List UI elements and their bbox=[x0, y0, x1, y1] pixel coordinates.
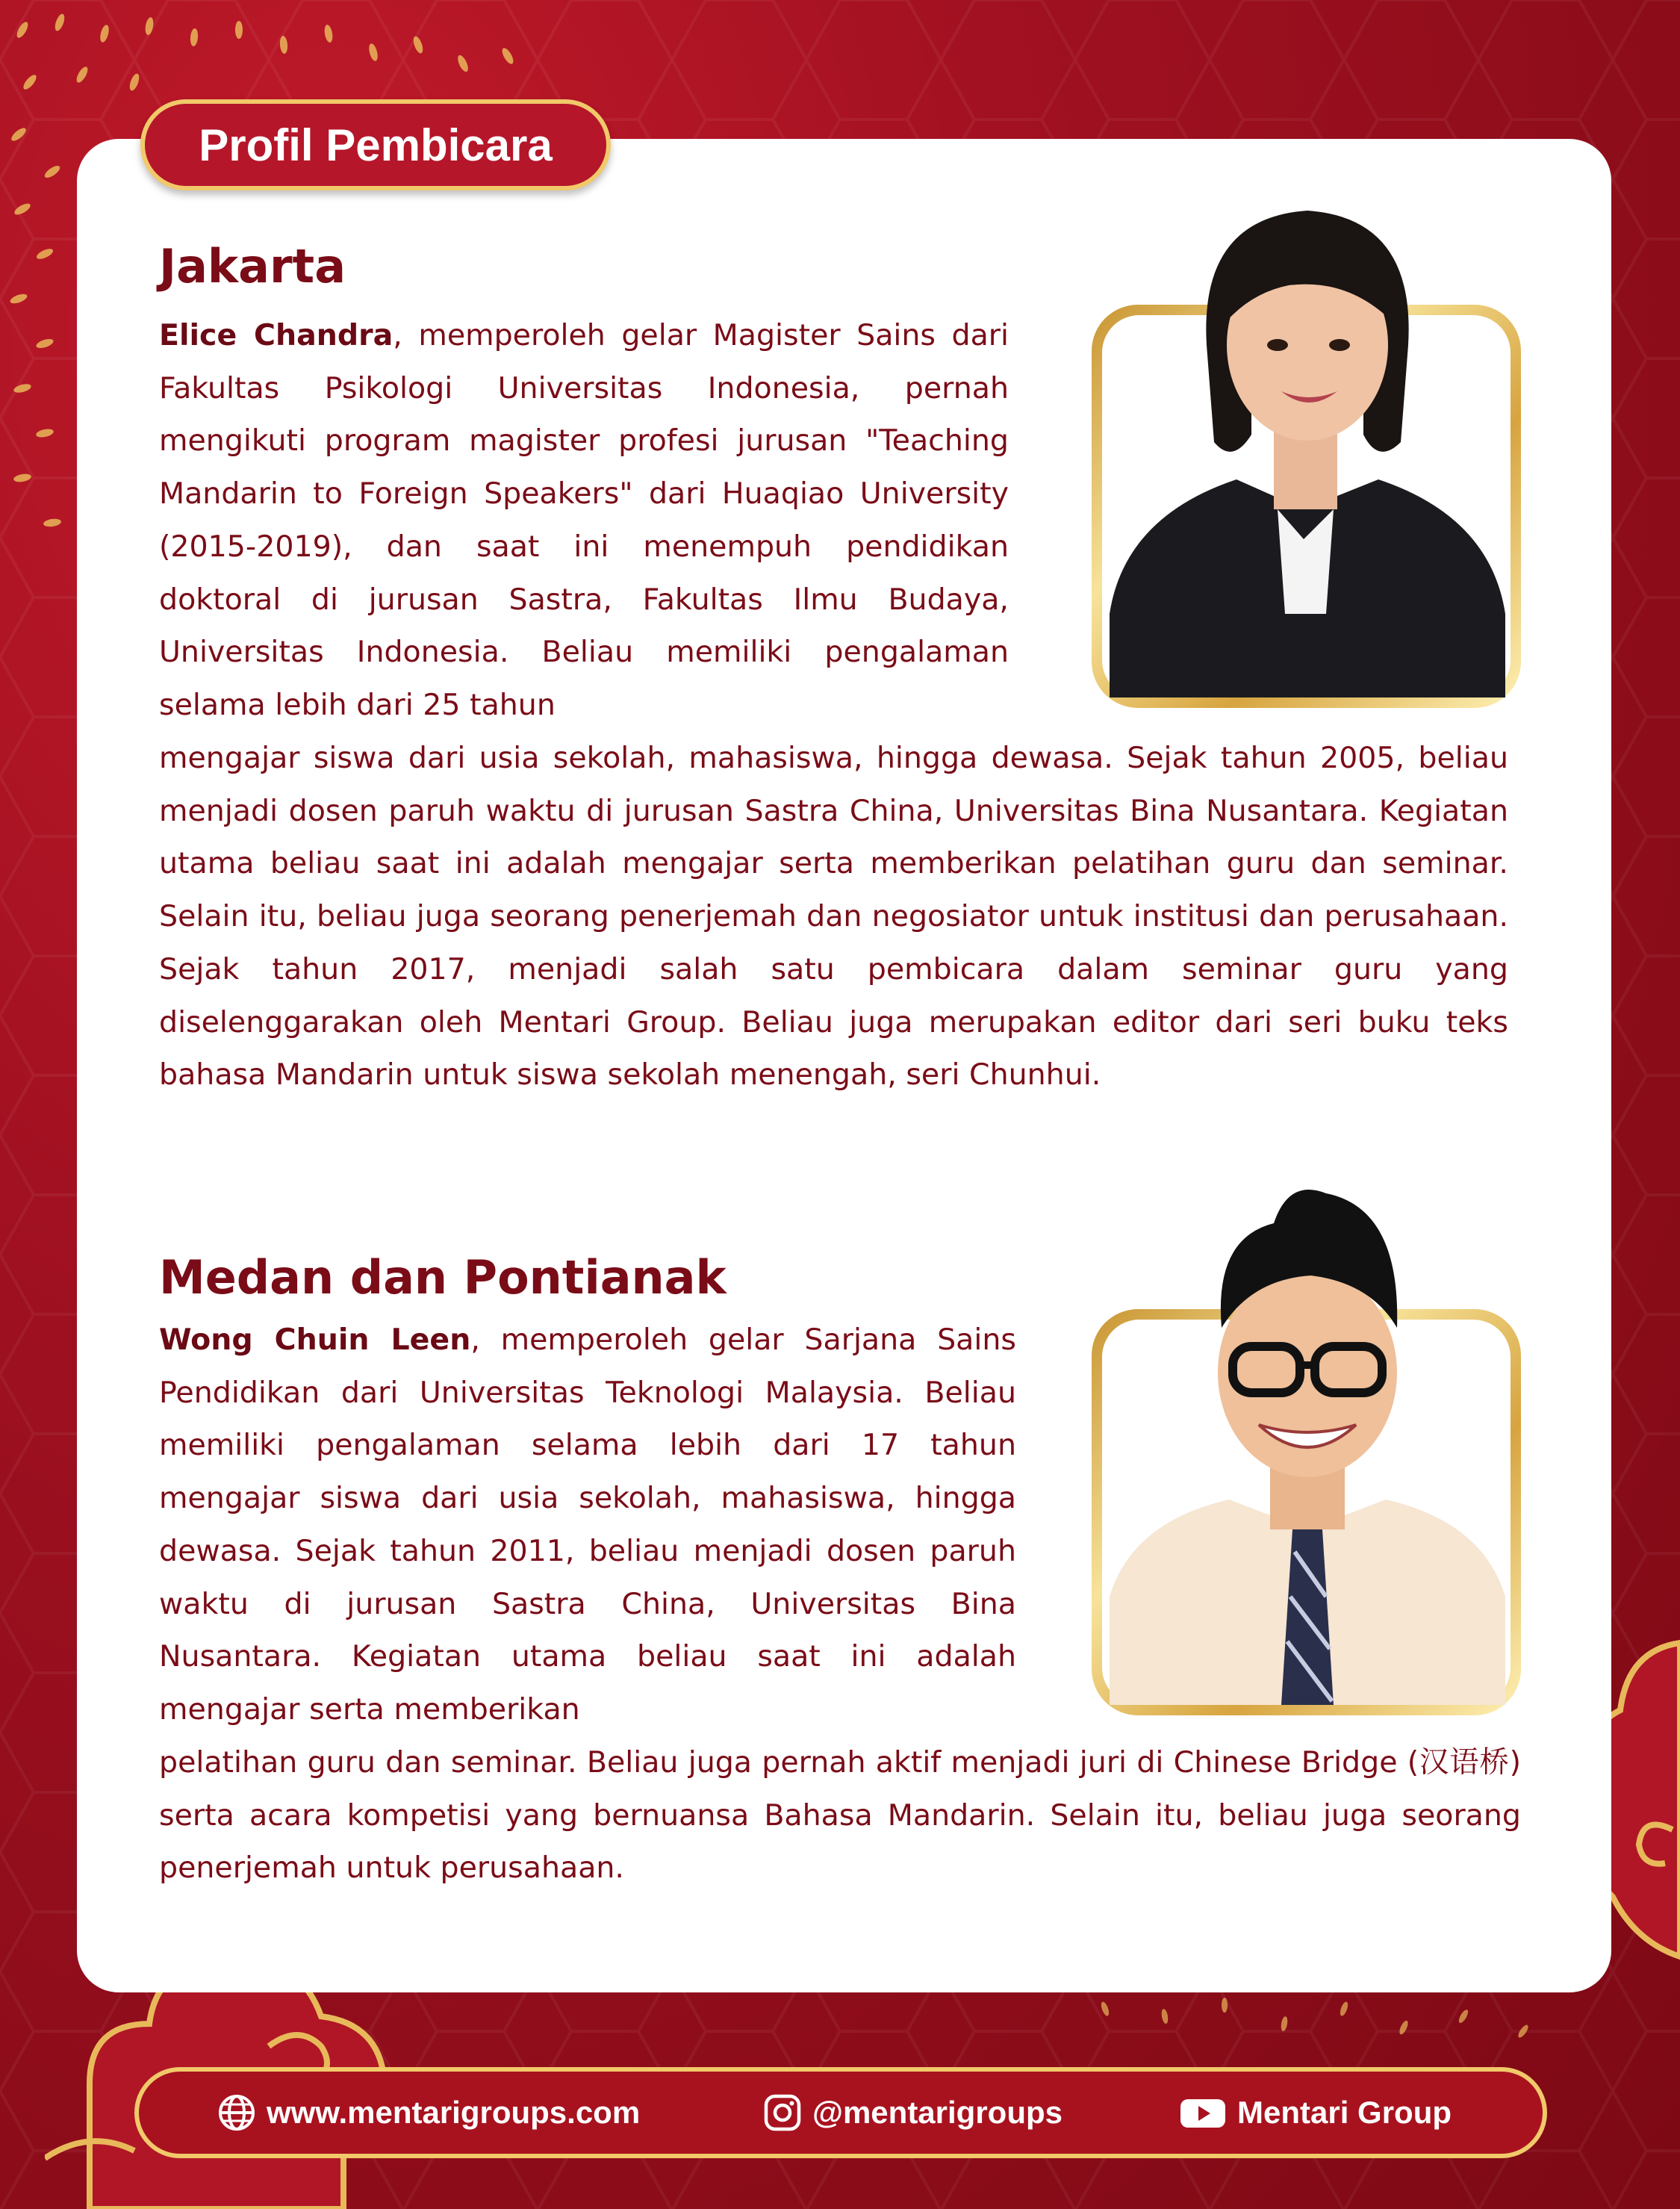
instagram-text: @mentarigroups bbox=[812, 2095, 1063, 2130]
instagram-icon bbox=[763, 2093, 802, 2132]
bio-wong-lead: Wong Chuin Leen, memperoleh gelar Sarjana Sains Pendidikan dari Universitas Teknologi Malaysia. Beliau memiliki pengalaman selama lebih dari 17 tahun mengajar siswa dari usia sekolah, mahasiswa, hingga dewasa. Sejak tahun 2011, beliau menjadi dosen paruh waktu di jurusan Sastra China, Universitas Bina Nusantara. Kegiatan utama beliau saat ini adalah mengajar serta memberikan bbox=[159, 1323, 1016, 1727]
globe-icon bbox=[217, 2093, 256, 2132]
page-title-badge bbox=[140, 99, 611, 190]
bio-wong-rest: pelatihan guru dan seminar. Beliau juga pernah aktif menjadi juri di Chinese Bridge (汉语桥) serta acara kompetisi yang bernuansa Bahasa Mandarin. Selain itu, beliau juga seorang penerjemah untuk perusahaan. bbox=[159, 1745, 1521, 1886]
footer-instagram-link[interactable] bbox=[763, 2072, 1063, 2154]
section-heading-medan-pontianak: Medan dan Pontianak bbox=[159, 1250, 727, 1305]
website-text: www.mentarigroups.com bbox=[267, 2095, 641, 2130]
speaker-photo-wong bbox=[1102, 1178, 1511, 1705]
youtube-icon bbox=[1179, 2093, 1227, 2132]
speaker-name-wong: Wong Chuin Leen bbox=[159, 1323, 471, 1357]
footer-bar bbox=[134, 2067, 1547, 2158]
footer-youtube-link[interactable] bbox=[1179, 2072, 1452, 2154]
page-title: Profil Pembicara bbox=[199, 119, 553, 170]
bio-elice-lead: Elice Chandra, memperoleh gelar Magister Sains dari Fakultas Psikologi Universitas Indonesia, pernah mengikuti program magister profesi jurusan "Teaching Mandarin to Foreign Speakers" dari Huaqiao University (2015-2019), dan saat ini menempuh pendidikan doktoral di jurusan Sastra, Fakultas Ilmu Budaya, Universitas Indonesia. Beliau memiliki pengalaman selama lebih dari 25 tahun bbox=[159, 318, 1009, 722]
speaker-photo-elice bbox=[1102, 196, 1511, 698]
youtube-text: Mentari Group bbox=[1237, 2095, 1452, 2130]
speaker-name-elice: Elice Chandra bbox=[159, 318, 393, 352]
section-heading-jakarta: Jakarta bbox=[159, 239, 346, 293]
bio-elice-rest: mengajar siswa dari usia sekolah, mahasiswa, hingga dewasa. Sejak tahun 2005, beliau menjadi dosen paruh waktu di jurusan Sastra China, Universitas Bina Nusantara. Kegiatan utama beliau saat ini adalah mengajar serta memberikan pelatihan guru dan seminar. Selain itu, beliau juga seorang penerjemah dan negosiator untuk institusi dan perusahaan. Sejak tahun 2017, menjadi salah satu pembicara dalam seminar guru yang diselenggarakan oleh Mentari Group. Beliau juga merupakan editor dari seri buku teks bahasa Mandarin untuk siswa sekolah menengah, seri Chunhui. bbox=[159, 741, 1508, 1093]
footer-website-link[interactable] bbox=[217, 2072, 640, 2154]
